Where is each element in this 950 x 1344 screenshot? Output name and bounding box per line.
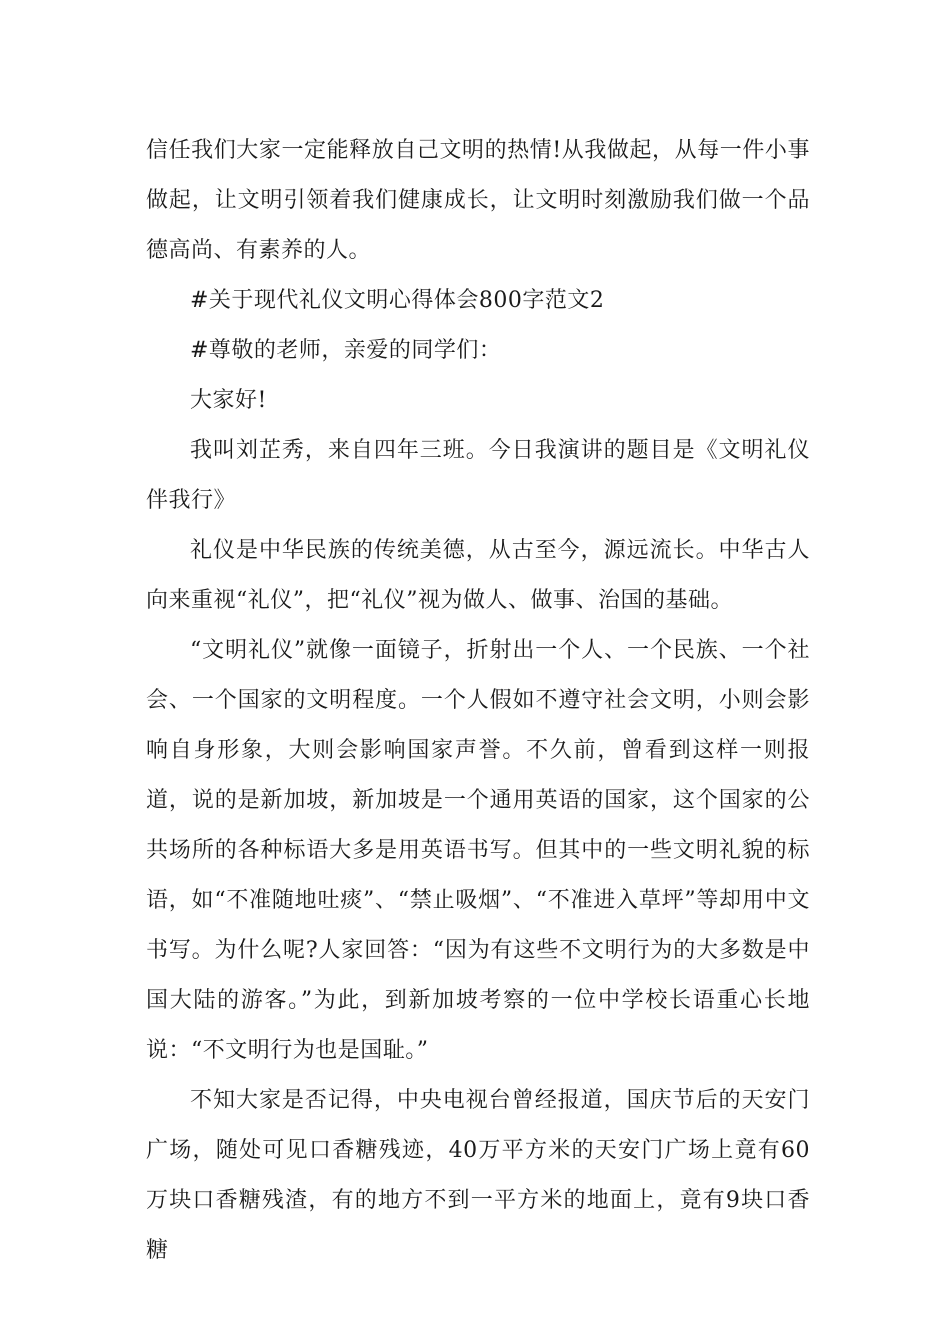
paragraph-5-intro: 我叫刘芷秀，来自四年三班。今日我演讲的题目是《文明礼仪伴我行》 — [146, 438, 810, 513]
paragraph-2-heading: #关于现代礼仪文明心得体会800字范文2 — [190, 288, 605, 313]
paragraph-4-greeting: 大家好! — [190, 388, 267, 413]
paragraph-8: 不知大家是否记得，中央电视台曾经报道，国庆节后的天安门广场，随处可见口香糖残迹，40万平方米的天安门广场上竟有60万块口香糖残渣，有的地方不到一平方米的地面上，竟有9块口香糖 — [146, 1088, 810, 1263]
paragraph-6: 礼仪是中华民族的传统美德，从古至今，源远流长。中华古人向来重视“礼仪”，把“礼仪”视为做人、做事、治国的基础。 — [146, 538, 810, 613]
paragraph-3-salutation: #尊敬的老师，亲爱的同学们： — [190, 338, 502, 363]
document-body — [146, 126, 810, 1276]
paragraph-1: 信任我们大家一定能释放自己文明的热情!从我做起，从每一件小事做起，让文明引领着我们健康成长，让文明时刻激励我们做一个品德高尚、有素养的人。 — [146, 138, 810, 263]
paragraph-7: “文明礼仪”就像一面镜子，折射出一个人、一个民族、一个社会、一个国家的文明程度。一个人假如不遵守社会文明，小则会影响自身形象，大则会影响国家声誉。不久前，曾看到这样一则报道，说的是新加坡，新加坡是一个通用英语的国家，这个国家的公共场所的各种标语大多是用英语书写。但其中的一些文明礼貌的标语，如“不准随地吐痰”、“禁止吸烟”、“不准进入草坪”等却用中文书写。为什么呢?人家回答：“因为有这些不文明行为的大多数是中国大陆的游客。”为此，到新加坡考察的一位中学校长语重心长地说：“不文明行为也是国耻。” — [146, 638, 810, 1063]
